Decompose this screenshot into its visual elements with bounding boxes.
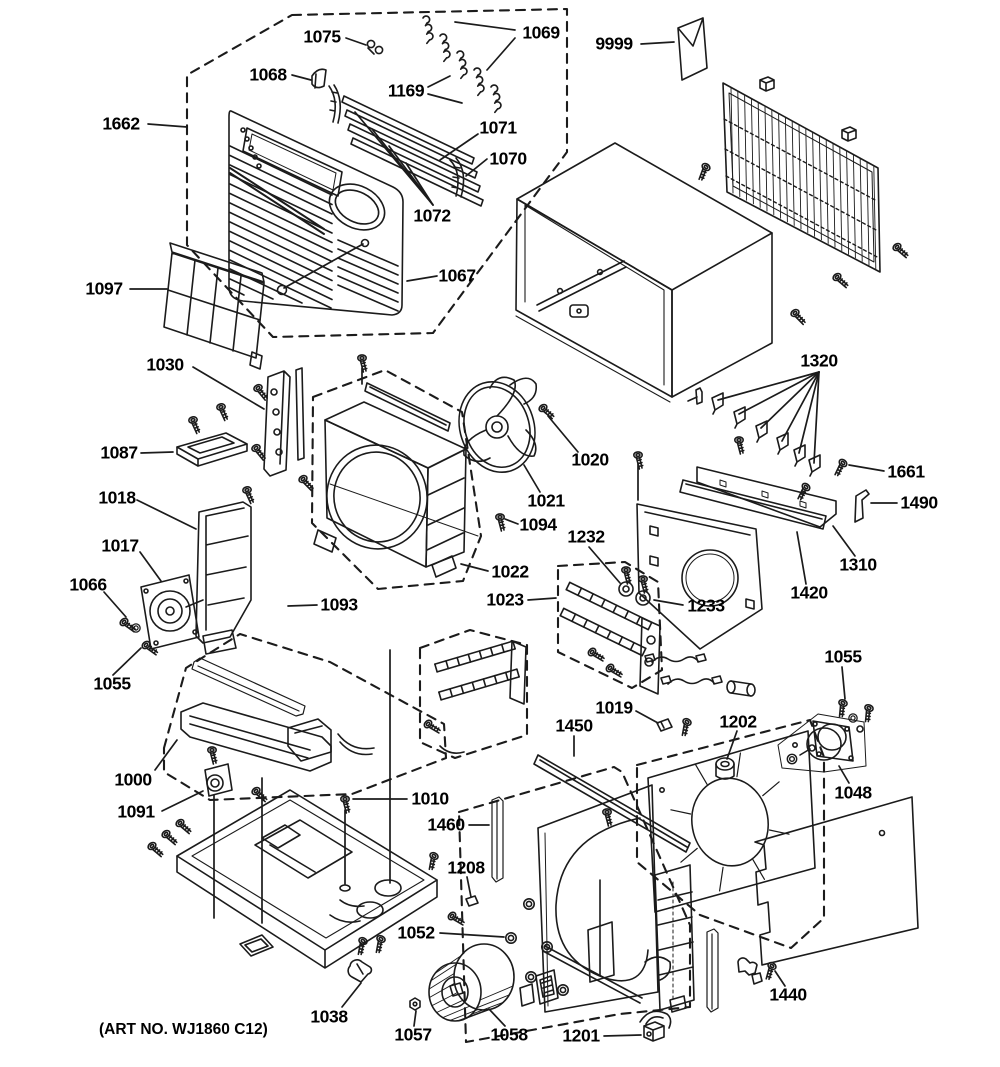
part-label-1233: 1233: [687, 595, 725, 616]
part-label-1017: 1017: [101, 535, 139, 556]
part-label-1066: 1066: [69, 574, 107, 595]
part-label-1068: 1068: [249, 64, 287, 85]
rear-grille: [723, 77, 880, 272]
part-label-1320: 1320: [800, 350, 838, 371]
part-label-1058: 1058: [490, 1024, 528, 1045]
part-label-1201: 1201: [562, 1025, 600, 1046]
part-label-1057: 1057: [394, 1024, 432, 1045]
part-label-1093: 1093: [320, 594, 358, 615]
foam-tray: [181, 658, 331, 796]
part-label-1087: 1087: [100, 442, 138, 463]
part-label-1030: 1030: [146, 354, 184, 375]
partition-panel: [637, 504, 762, 649]
part-label-1420: 1420: [790, 582, 828, 603]
part-label-1169: 1169: [387, 80, 425, 101]
part-label-1038: 1038: [310, 1006, 348, 1027]
part-label-1202: 1202: [719, 711, 757, 732]
scroll-housing: [538, 785, 694, 1012]
part-label-1069: 1069: [522, 22, 560, 43]
part-label-1310: 1310: [839, 554, 877, 575]
fan-shroud: [314, 383, 478, 577]
blower-wheel: [410, 944, 514, 1021]
fan-motor: [778, 714, 866, 772]
part-label-1097: 1097: [85, 278, 123, 299]
part-label-1460: 1460: [427, 814, 465, 835]
part-label-1055: 1055: [824, 646, 862, 667]
vent-motor: [132, 575, 203, 649]
part-label-1232: 1232: [567, 526, 605, 547]
part-label-1070: 1070: [489, 148, 527, 169]
part-label-1000: 1000: [114, 769, 152, 790]
part-label-1020: 1020: [571, 449, 609, 470]
small-bottom-parts: [348, 896, 762, 1041]
part-label-9999: 9999: [595, 33, 633, 54]
air-filter: [164, 243, 264, 369]
part-label-1075: 1075: [303, 26, 341, 47]
part-label-1490: 1490: [900, 492, 938, 513]
part-label-1052: 1052: [397, 922, 435, 943]
part-label-1662: 1662: [102, 113, 140, 134]
part-label-1661: 1661: [887, 461, 925, 482]
part-label-1440: 1440: [769, 984, 807, 1005]
grommet-1202: [716, 758, 734, 779]
mounting-brackets: [177, 368, 304, 654]
part-label-1071: 1071: [479, 117, 517, 138]
part-label-1091: 1091: [117, 801, 155, 822]
part-label-1450: 1450: [555, 715, 593, 736]
part-label-1048: 1048: [834, 782, 872, 803]
cabinet: [516, 143, 772, 402]
front-panel: [229, 111, 403, 315]
part-label-1067: 1067: [438, 265, 476, 286]
top-rail-assembly: [680, 388, 869, 529]
part-label-1019: 1019: [595, 697, 633, 718]
part-label-1208: 1208: [447, 857, 485, 878]
literature-envelope: [678, 18, 707, 80]
part-label-1072: 1072: [413, 205, 451, 226]
part-label-1022: 1022: [491, 561, 529, 582]
part-label-1021: 1021: [527, 490, 565, 511]
fan-blade: [448, 372, 547, 482]
part-label-1010: 1010: [411, 788, 449, 809]
part-label-1094: 1094: [519, 514, 557, 535]
side-panel: [755, 797, 918, 965]
part-label-1018: 1018: [98, 487, 136, 508]
part-label-1023: 1023: [486, 589, 524, 610]
part-label-1055: 1055: [93, 673, 131, 694]
art-number: (ART NO. WJ1860 C12): [99, 1021, 268, 1038]
